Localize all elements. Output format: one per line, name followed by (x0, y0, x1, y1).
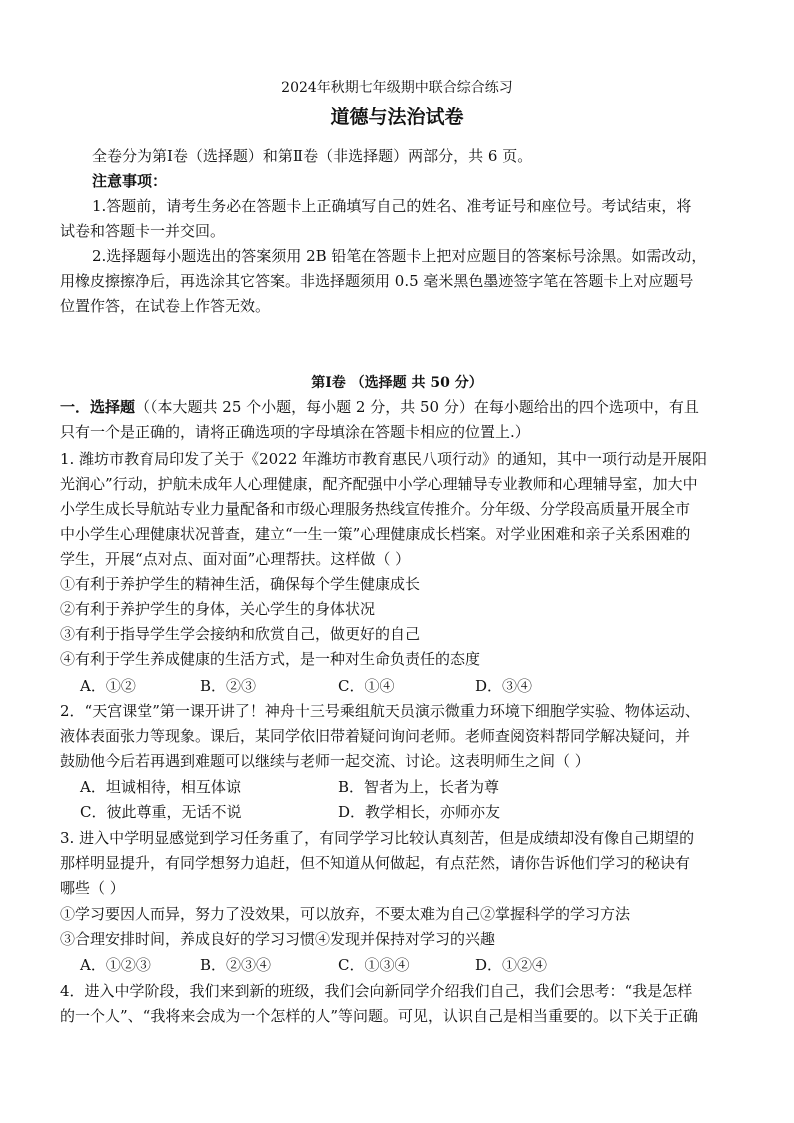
exam-title: 道德与法治试卷 (330, 107, 464, 127)
q1-line-3: 小学生成长导航站专业力量配备和市级心理服务热线宣传推介。分年级、分学段高质量开展全市 (60, 500, 691, 518)
part-1-intro-line-2: 只有一个是正确的，请将正确选项的字母填涂在答题卡相应的位置上.） (60, 423, 530, 441)
q2-option-b: B．智者为上，长者为尊 (338, 778, 500, 796)
q3-line-3: 哪些（ ） (60, 879, 125, 897)
q1-line-4: 中小学生心理健康状况普查，建立“一生一策”心理健康成长档案。对学业困难和亲子关系困难的 (60, 525, 691, 543)
paper-summary: 全卷分为第Ⅰ卷（选择题）和第Ⅱ卷（非选择题）两部分，共 6 页。 (92, 147, 533, 165)
q1-statement-3: ③有利于指导学生学会接纳和欣赏自己，做更好的自己 (60, 625, 421, 643)
q2-option-c: C．彼此尊重，无话不说 (80, 803, 242, 821)
q3-statement-2: ③合理安排时间，养成良好的学习习惯④发现并保持对学习的兴趣 (60, 930, 496, 948)
part-1-intro-line-1 (60, 397, 750, 417)
q2-line-3: 鼓励他今后若再遇到难题可以继续与老师一起交流、讨论。这表明师生之间（ ） (60, 752, 590, 770)
q1-line-5: 学生，开展“点对点、面对面”心理帮扶。这样做（ ） (60, 550, 411, 568)
exam-subtitle: 2024年秋期七年级期中联合综合练习 (281, 80, 513, 96)
q4-line-2: 的一个人”、“我将来会成为一个怎样的人”等问题。可见，认识自己是相当重要的。以下关于正确 (60, 1007, 699, 1025)
note-2-line-1: 2.选择题每小题选出的答案须用 2B 铅笔在答题卡上把对应题目的答案标号涂黑。如需改动， (92, 247, 707, 265)
q1-option-c: C．①④ (338, 677, 395, 695)
note-1-line-1: 1.答题前，请考生务必在答题卡上正确填写自己的姓名、准考证号和座位号。考试结束，将 (92, 197, 692, 215)
q2-option-d: D．教学相长，亦师亦友 (338, 803, 501, 821)
q3-line-1: 3. 进入中学明显感觉到学习任务重了，有同学学习比较认真刻苦，但是成绩却没有像自己期望的 (60, 829, 695, 847)
q1-option-b: B．②③ (200, 677, 257, 695)
notes-heading: 注意事项： (92, 172, 168, 190)
q1-line-2: 光润心”行动，护航未成年人心理健康，配齐配强中小学心理辅导专业教师和心理辅导室，加大中 (60, 475, 698, 493)
note-1-line-2: 试卷和答题卡一并交回。 (60, 222, 226, 240)
q3-option-d: D．①②④ (475, 956, 548, 974)
q2-line-1: 2．“天宫课堂”第一课开讲了！神舟十三号乘组航天员演示微重力环境下细胞学实验、物体运动、 (60, 702, 700, 720)
q1-line-1: 1. 潍坊市教育局印发了关于《2022 年潍坊市教育惠民八项行动》的通知，其中一项行动是开展阳 (60, 450, 708, 468)
q2-option-a: A．坦诚相待，相互体谅 (80, 778, 241, 796)
q4-line-1: 4．进入中学阶段，我们来到新的班级，我们会向新同学介绍我们自己，我们会思考：“我是怎样 (60, 982, 693, 1000)
q1-statement-2: ②有利于养护学生的身体，关心学生的身体状况 (60, 600, 376, 618)
q1-option-a: A．①② (80, 677, 136, 695)
q3-option-a: A．①②③ (80, 956, 151, 974)
section-1-heading: 第Ⅰ卷 （选择题 共 50 分） (311, 375, 483, 391)
q1-statement-4: ④有利于学生养成健康的生活方式，是一种对生命负责任的态度 (60, 650, 481, 668)
q3-line-2: 那样明显提升，有同学想努力追赶，但不知道从何做起，有点茫然，请你告诉他们学习的秘诀有 (60, 854, 691, 872)
part-1-label: 一．选择题 (60, 398, 136, 416)
q1-statement-1: ①有利于养护学生的精神生活，确保每个学生健康成长 (60, 575, 421, 593)
note-2-line-3: 位置作答，在试卷上作答无效。 (60, 297, 271, 315)
q2-line-2: 液体表面张力等现象。课后，某同学依旧带着疑问询问老师。老师查阅资料帮同学解决疑问，并 (60, 727, 691, 745)
q3-option-b: B．②③④ (200, 956, 272, 974)
note-2-line-2: 用橡皮擦擦净后，再选涂其它答案。非选择题须用 0.5 毫米黑色墨迹签字笔在答题卡上对应题号 (60, 272, 694, 290)
q3-option-c: C．①③④ (338, 956, 410, 974)
part-1-instructions: （（本大题共 25 个小题，每小题 2 分，共 50 分）在每小题给出的四个选项中，有且 (135, 398, 699, 416)
q1-option-d: D．③④ (475, 677, 533, 695)
q3-statement-1: ①学习要因人而异，努力了没效果，可以放弃，不要太难为自己②掌握科学的学习方法 (60, 905, 631, 923)
